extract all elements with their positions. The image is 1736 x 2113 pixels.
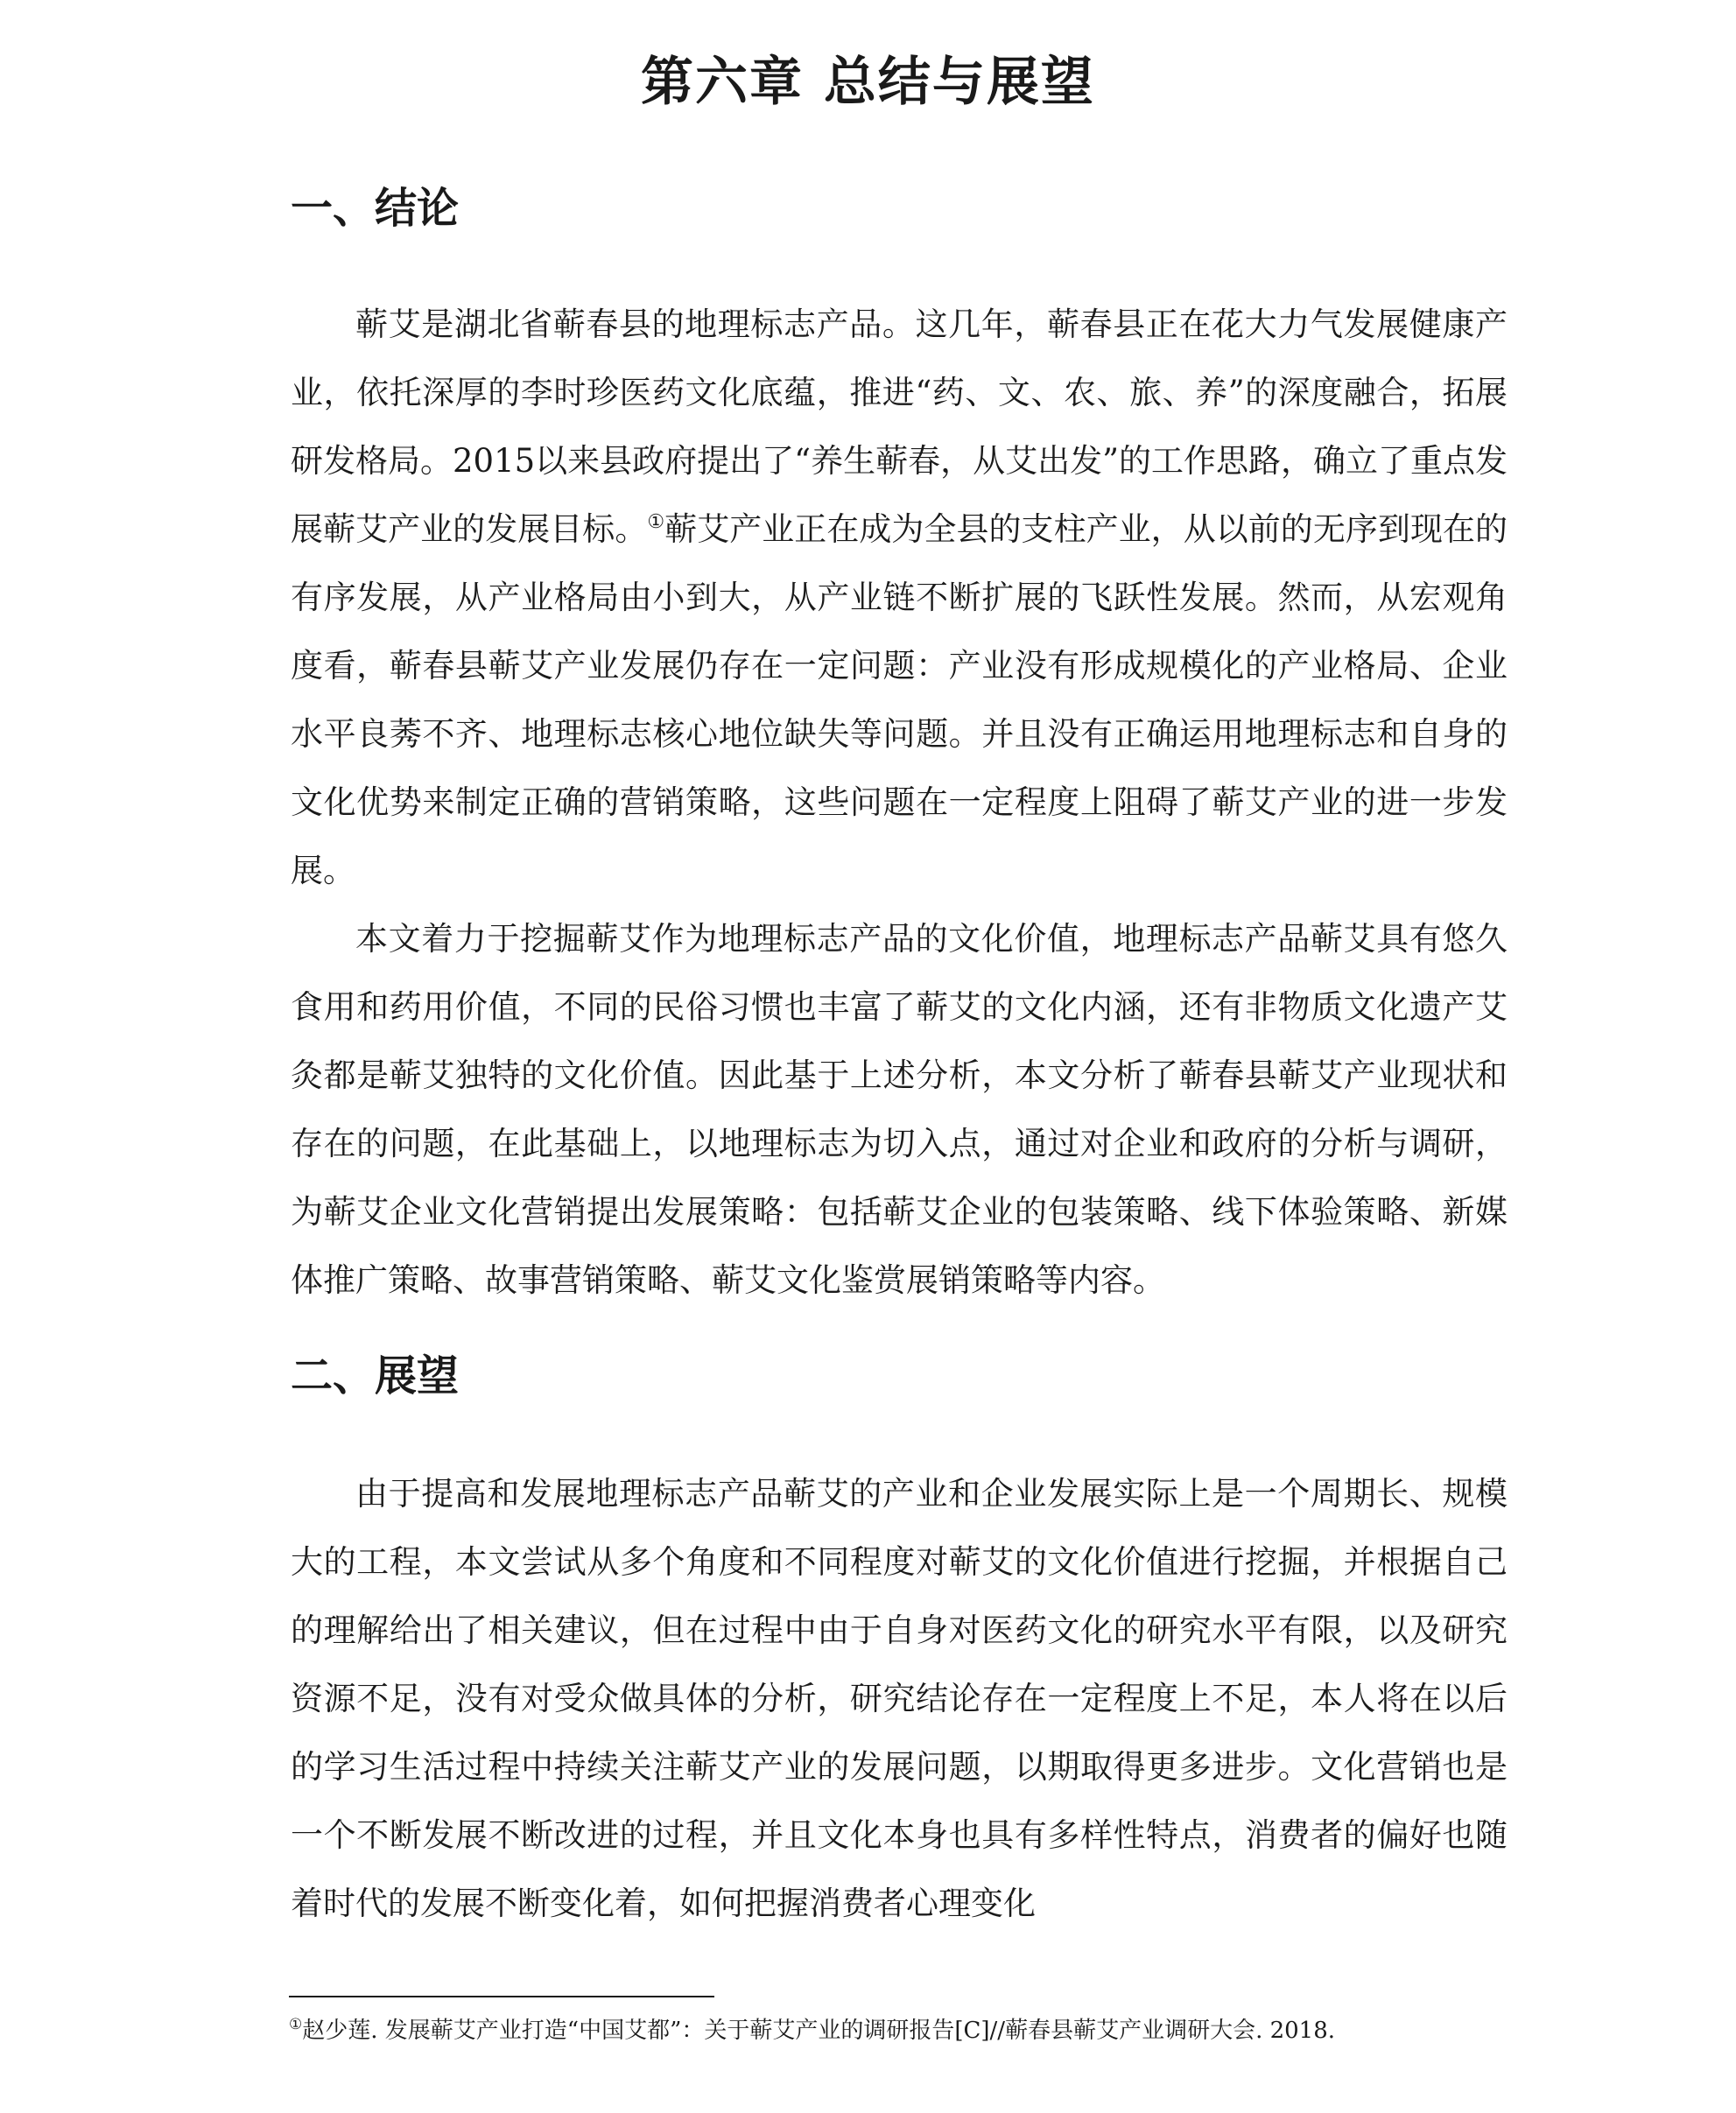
conclusion-paragraph-1-text-a: 蕲艾是湖北省蕲春县的地理标志产品。这几年，蕲春县正在花大力气发展健康产业，依托深厚的李时珍医药文化底蕴，推进“药、文、农、旅、养”的深度融合，拓展研发格局。2015以来县政府提出了“养生蕲春，从艾出发”的工作思路，确立了重点发展蕲艾产业的发展目标。 (291, 305, 1508, 548)
footnote-reference-1: ① (647, 511, 665, 533)
section-heading-conclusion: 一、结论 (291, 184, 460, 233)
conclusion-paragraph-1 (291, 291, 1508, 905)
conclusion-paragraph-1-text-b: 蕲艾产业正在成为全县的支柱产业，从以前的无序到现在的有序发展，从产业格局由小到大，从产业链不断扩展的飞跃性发展。然而，从宏观角度看，蕲春县蕲艾产业发展仍存在一定问题：产业没有形成规模化的产业格局、企业水平良莠不齐、地理标志核心地位缺失等问题。并且没有正确运用地理标志和自身的文化优势来制定正确的营销策略，这些问题在一定程度上阻碍了蕲艾产业的进一步发展。 (291, 510, 1508, 889)
conclusion-body (291, 291, 1508, 1315)
outlook-body (291, 1460, 1508, 1938)
footnote-text: 赵少莲. 发展蕲艾产业打造“中国艾都”：关于蕲艾产业的调研报告[C]//蕲春县蕲艾产业调研大会. 2018. (302, 2018, 1336, 2044)
footnote (289, 2013, 1515, 2048)
footnote-marker: ① (289, 2016, 303, 2033)
conclusion-paragraph-2: 本文着力于挖掘蕲艾作为地理标志产品的文化价值，地理标志产品蕲艾具有悠久食用和药用价值，不同的民俗习惯也丰富了蕲艾的文化内涵，还有非物质文化遗产艾灸都是蕲艾独特的文化价值。因此基于上述分析，本文分析了蕲春县蕲艾产业现状和存在的问题，在此基础上，以地理标志为切入点，通过对企业和政府的分析与调研，为蕲艾企业文化营销提出发展策略：包括蕲艾企业的包装策略、线下体验策略、新媒体推广策略、故事营销策略、蕲艾文化鉴赏展销策略等内容。 (291, 920, 1508, 1299)
footnote-divider (289, 1996, 714, 1997)
chapter-title: 第六章 总结与展望 (641, 52, 1095, 113)
section-heading-outlook: 二、展望 (291, 1351, 460, 1400)
outlook-paragraph-1: 由于提高和发展地理标志产品蕲艾的产业和企业发展实际上是一个周期长、规模大的工程，本文尝试从多个角度和不同程度对蕲艾的文化价值进行挖掘，并根据自己的理解给出了相关建议，但在过程中由于自身对医药文化的研究水平有限，以及研究资源不足，没有对受众做具体的分析，研究结论存在一定程度上不足，本人将在以后的学习生活过程中持续关注蕲艾产业的发展问题，以期取得更多进步。文化营销也是一个不断发展不断改进的过程，并且文化本身也具有多样性特点，消费者的偏好也随着时代的发展不断变化着，如何把握消费者心理变化 (291, 1475, 1508, 1922)
